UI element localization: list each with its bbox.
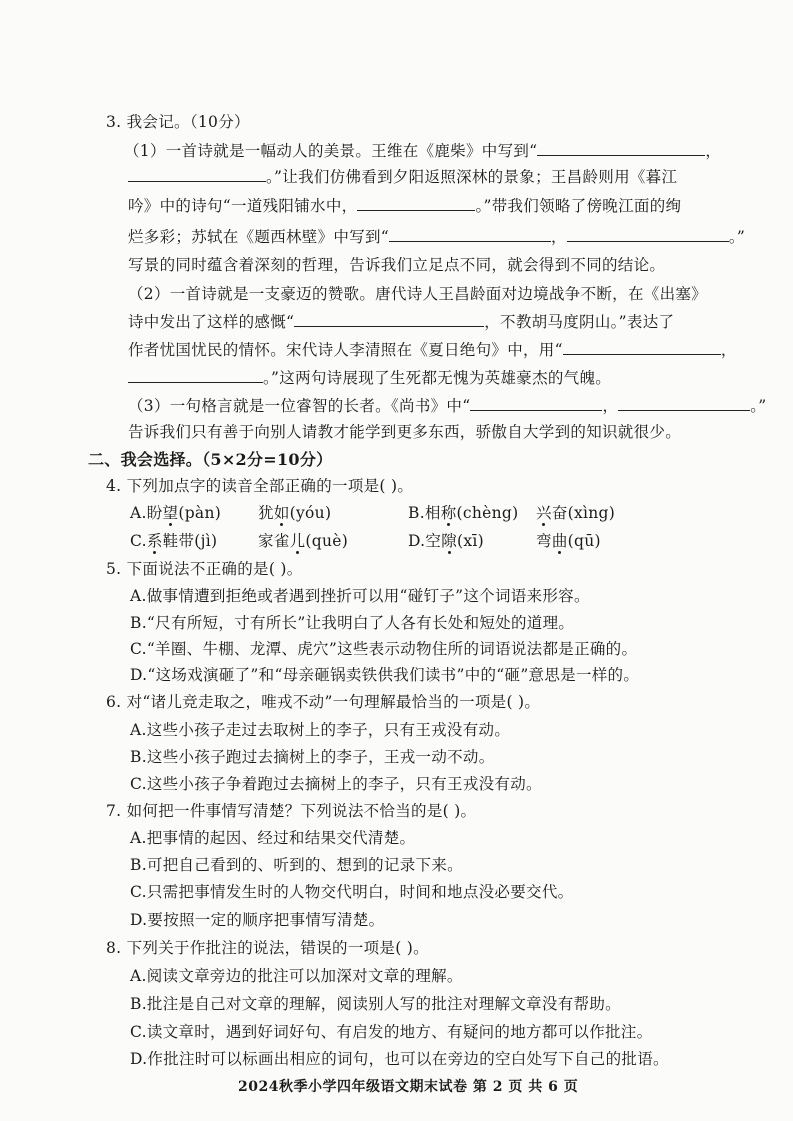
q5-option-a: A.做事情遭到拒绝或者遇到挫折可以用“碰钉子”这个词语来形容。: [130, 587, 590, 605]
text: 犹: [258, 504, 274, 522]
text: ，: [551, 228, 567, 246]
dotted-char: 隙: [441, 532, 458, 550]
q4-option-b2: [536, 503, 615, 523]
q5-option-c: C.“羊圈、牛棚、龙潭、虎穴”这些表示动物住所的词语说法都是正确的。: [130, 640, 638, 658]
text: 作者忧国忧民的情怀。宋代诗人李清照在《夏日绝句》中，用“: [128, 341, 563, 359]
dotted-char: 兴: [536, 504, 552, 522]
q6-option-a: A.这些小孩子走过去取树上的李子，只有王戎没有动。: [130, 721, 511, 739]
q3-title: 3. 我会记。（10分）: [106, 113, 250, 131]
q8-stem: 8. 下列关于作批注的说法，错误的一项是( )。: [106, 939, 429, 957]
pinyin: (pàn): [178, 504, 222, 522]
pinyin: (què): [305, 532, 349, 550]
text: 吟》中的诗句“一道残阳铺水中，: [128, 197, 358, 215]
q3-p3-line2: 告诉我们只有善于向别人请教才能学到更多东西，骄傲自大学到的知识就很少。: [128, 423, 682, 441]
dotted-char: 称: [440, 504, 457, 522]
section-2-title: 二、我会选择。（5×2分=10分）: [88, 450, 333, 469]
q3-p1-line1: [124, 141, 721, 161]
answer-blank[interactable]: [618, 396, 750, 411]
text: B.相: [408, 504, 441, 522]
answer-blank[interactable]: [537, 141, 705, 156]
text: 。”这两句诗展现了生死都无愧为英雄豪杰的气魄。: [263, 369, 612, 387]
q5-option-b: B.“尺有所短，寸有所长”让我明白了人各有长处和短处的道理。: [130, 614, 575, 632]
text: 家雀: [258, 532, 290, 550]
q4-option-d2: [536, 531, 601, 551]
q8-option-d: D.作批注时可以标画出相应的词句，也可以在旁边的空白处写下自己的批语。: [130, 1050, 669, 1068]
q8-option-b: B.批注是自己对文章的理解，阅读别人写的批注对理解文章没有帮助。: [130, 995, 621, 1013]
text: 弯: [536, 532, 552, 550]
answer-blank[interactable]: [294, 312, 484, 327]
q4-option-a1: [130, 503, 221, 523]
text: 鞋带: [162, 532, 195, 550]
answer-blank[interactable]: [389, 227, 551, 242]
dotted-char: 儿: [289, 532, 306, 550]
q7-stem: 7. 如何把一件事情写清楚？下列说法不恰当的是( )。: [106, 802, 477, 820]
q3-p1-line2: [128, 167, 677, 187]
pinyin: (xìng): [567, 504, 616, 522]
dotted-char: 系: [146, 532, 163, 550]
text: 奋: [551, 504, 568, 522]
q3-p1-line3: [128, 196, 681, 216]
text: 。”让我们仿佛看到夕阳返照深林的景象；王昌龄则用《暮江: [266, 168, 678, 186]
q7-option-a: A.把事情的起因、经过和结果交代清楚。: [130, 829, 416, 847]
pinyin: (jì): [194, 532, 218, 550]
q3-p2-line4: [128, 368, 611, 388]
q3-p1-line4: [128, 227, 745, 247]
q4-option-b1: [408, 503, 518, 523]
text: 烂多彩；苏轼在《题西林壁》中写到“: [128, 228, 390, 246]
answer-blank[interactable]: [563, 340, 721, 355]
q3-p2-line3: [128, 340, 737, 360]
q3-p2-line2: [128, 312, 674, 332]
text: 。”带我们领略了傍晚江面的绚: [475, 197, 682, 215]
dotted-char: 望: [162, 504, 179, 522]
q3-p2-line1: （2）一首诗就是一支豪迈的赞歌。唐代诗人王昌龄面对边境战争不断，在《出塞》: [128, 285, 707, 303]
pinyin: (chèng): [456, 504, 519, 522]
pinyin: (xī): [457, 532, 485, 550]
text: 。”: [728, 228, 746, 246]
q7-option-c: C.只需把事情发生时的人物交代明白，时间和地点没必要交代。: [130, 883, 574, 901]
text: D.空: [408, 532, 442, 550]
q8-option-c: C.读文章时，遇到好词好句、有启发的地方、有疑问的地方都可以作批注。: [130, 1023, 653, 1041]
q5-option-d: D.“这场戏演砸了”和“母亲砸锅卖铁供我们读书”中的“砸”意思是一样的。: [130, 666, 640, 684]
answer-blank[interactable]: [357, 196, 475, 211]
q6-option-b: B.这些小孩子跑过去摘树上的李子，王戎一动不动。: [130, 748, 495, 766]
answer-blank[interactable]: [128, 167, 266, 182]
q7-option-d: D.要按照一定的顺序把事情写清楚。: [130, 911, 385, 929]
dotted-char: 如: [273, 504, 290, 522]
text: 。”: [750, 397, 767, 415]
q4-option-d1: [408, 531, 484, 551]
text: ，: [705, 142, 722, 160]
q3-p3-line1: [128, 396, 767, 416]
answer-blank[interactable]: [128, 368, 263, 383]
dotted-char: 曲: [551, 532, 568, 550]
pinyin: (yóu): [289, 504, 332, 522]
q4-option-a2: [258, 503, 331, 523]
pinyin: (qū): [567, 532, 601, 550]
text: （3）一句格言就是一位睿智的长者。《尚书》中“: [128, 397, 471, 415]
answer-blank[interactable]: [567, 227, 729, 242]
q4-option-c1: [130, 531, 217, 551]
q5-stem: 5. 下面说法不正确的是( )。: [106, 560, 303, 578]
text: A.盼: [130, 504, 163, 522]
answer-blank[interactable]: [470, 396, 602, 411]
q4-option-c2: [258, 531, 348, 551]
q7-option-b: B.可把自己看到的、听到的、想到的记录下来。: [130, 856, 463, 874]
text: C.: [130, 532, 147, 550]
text: （1）一首诗就是一幅动人的美景。王维在《鹿柴》中写到“: [124, 142, 538, 160]
q6-option-c: C.这些小孩子争着跑过去摘树上的李子，只有王戎没有动。: [130, 775, 542, 793]
q3-p1-line5: 写景的同时蕴含着深刻的哲理，告诉我们立足点不同，就会得到不同的结论。: [128, 256, 666, 274]
text: ，: [720, 341, 737, 359]
q8-option-a: A.阅读文章旁边的批注可以加深对文章的理解。: [130, 967, 463, 985]
text: ，: [602, 397, 619, 415]
page-footer: 2024秋季小学四年级语文期末试卷 第 2 页 共 6 页: [238, 1079, 579, 1095]
text: ，不教胡马度阴山。”表达了: [484, 313, 675, 331]
q4-stem: 4. 下列加点字的读音全部正确的一项是( )。: [106, 477, 414, 495]
text: 诗中发出了这样的感慨“: [128, 313, 295, 331]
q6-stem: 6. 对“诸儿竞走取之，唯戎不动”一句理解最恰当的一项是( )。: [106, 693, 541, 711]
